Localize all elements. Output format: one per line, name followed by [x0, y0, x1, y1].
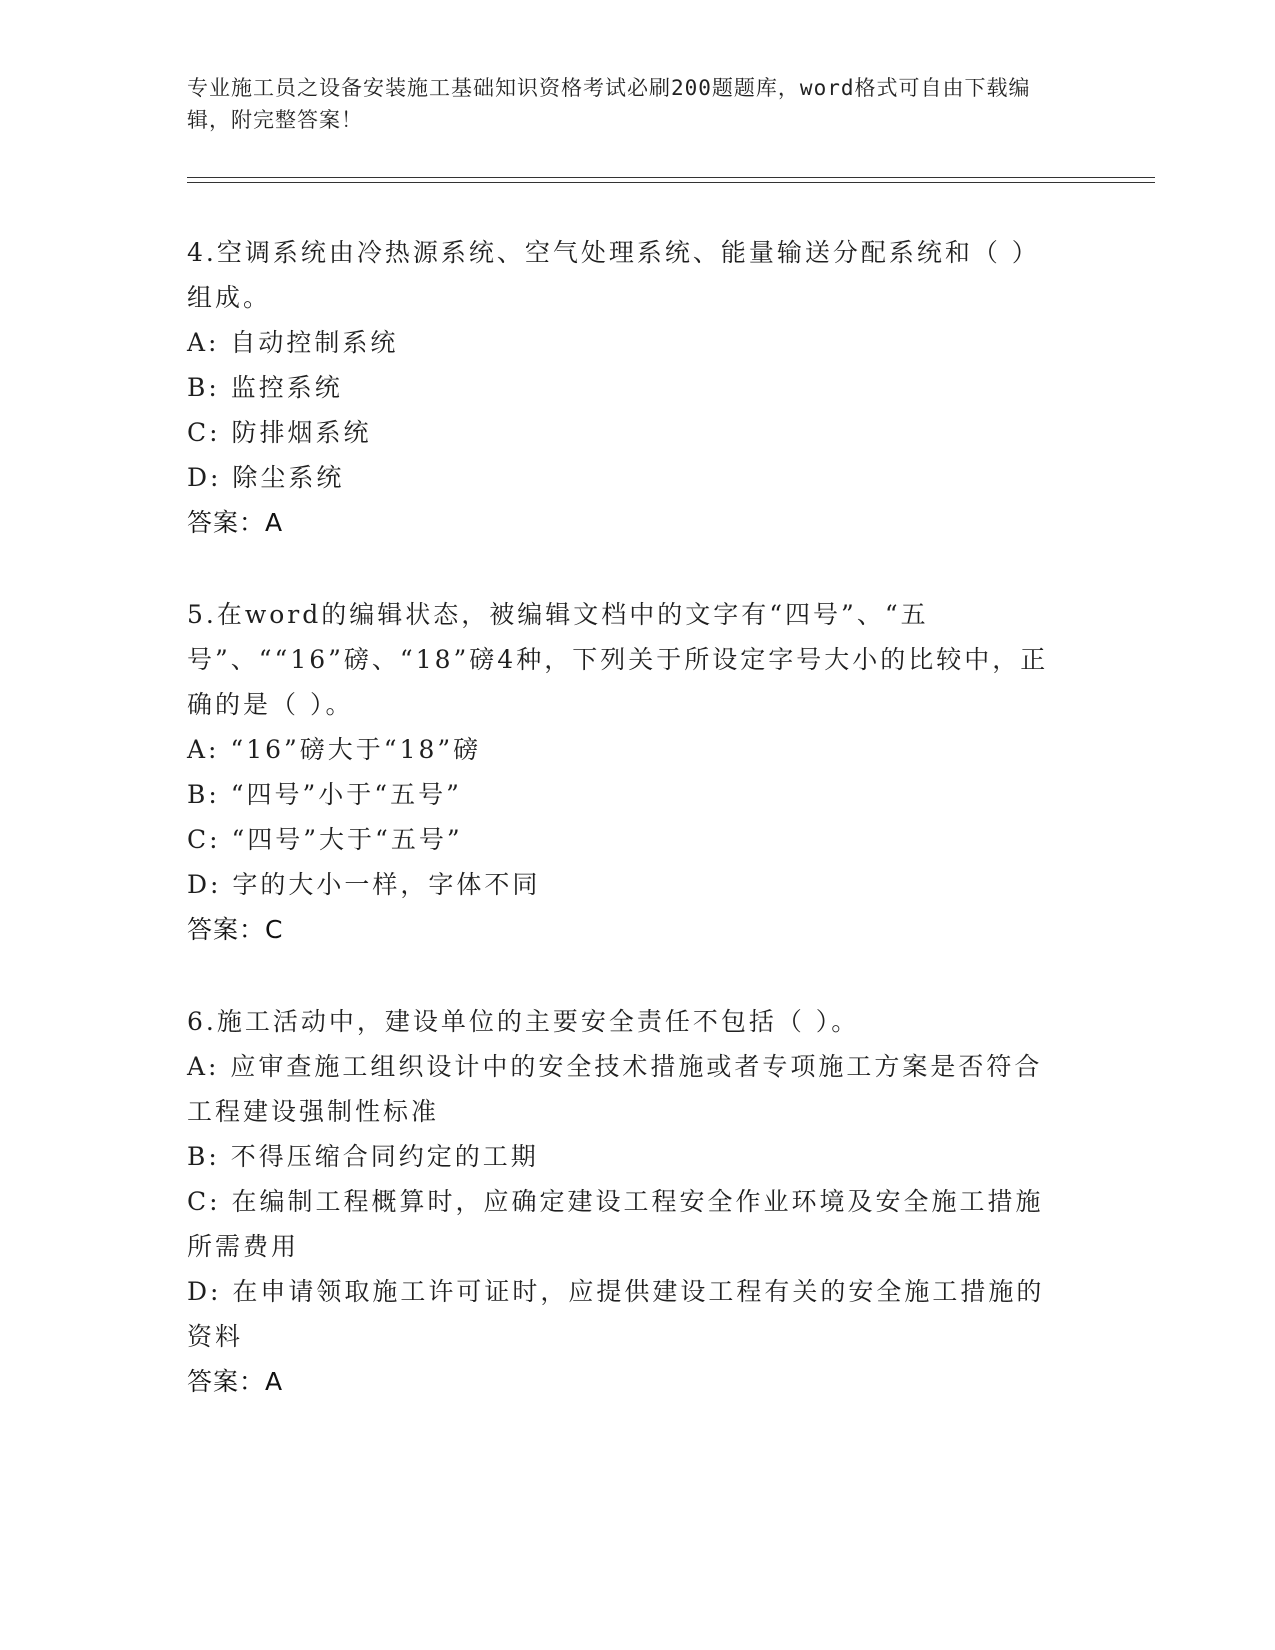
question-option-c: C: 防排烟系统 [187, 418, 372, 447]
question-spacer [187, 952, 1067, 999]
question-option-c: C: 在编制工程概算时，应确定建设工程安全作业环境及安全施工措施所需费用 [187, 1187, 1044, 1261]
question-option-a: A: 应审查施工组织设计中的安全技术措施或者专项施工方案是否符合工程建设强制性标准 [187, 1052, 1043, 1126]
question-item [187, 999, 1067, 1404]
header-divider-top [187, 177, 1155, 178]
question-stem: 4.空调系统由冷热源系统、空气处理系统、能量输送分配系统和（ ）组成。 [187, 238, 1040, 312]
question-option-c: C: “四号”大于“五号” [187, 825, 463, 854]
question-option-a: A: “16”磅大于“18”磅 [187, 735, 482, 764]
question-option-b: B: “四号”小于“五号” [187, 780, 462, 809]
question-stem: 5.在word的编辑状态，被编辑文档中的文字有“四号”、“五号”、““16”磅、“18”磅4种，下列关于所设定字号大小的比较中，正确的是（ ）。 [187, 600, 1049, 719]
question-item [187, 230, 1067, 545]
question-option-d: D: 在申请领取施工许可证时，应提供建设工程有关的安全施工措施的资料 [187, 1277, 1045, 1351]
question-stem: 6.施工活动中，建设单位的主要安全责任不包括（ ）。 [187, 1007, 860, 1036]
question-answer: 答案：A [187, 1367, 284, 1396]
question-spacer [187, 545, 1067, 592]
question-item [187, 592, 1067, 952]
question-option-b: B: 监控系统 [187, 373, 343, 402]
question-answer: 答案：A [187, 508, 284, 537]
question-answer: 答案：C [187, 915, 284, 944]
question-option-b: B: 不得压缩合同约定的工期 [187, 1142, 539, 1171]
question-option-d: D: 字的大小一样，字体不同 [187, 870, 541, 899]
question-list [187, 230, 1067, 1404]
question-option-d: D: 除尘系统 [187, 463, 345, 492]
document-header: 专业施工员之设备安装施工基础知识资格考试必刷200题题库，word格式可自由下载编辑，附完整答案！ [187, 76, 1031, 132]
question-option-a: A: 自动控制系统 [187, 328, 399, 357]
header-divider-bottom [187, 182, 1155, 183]
